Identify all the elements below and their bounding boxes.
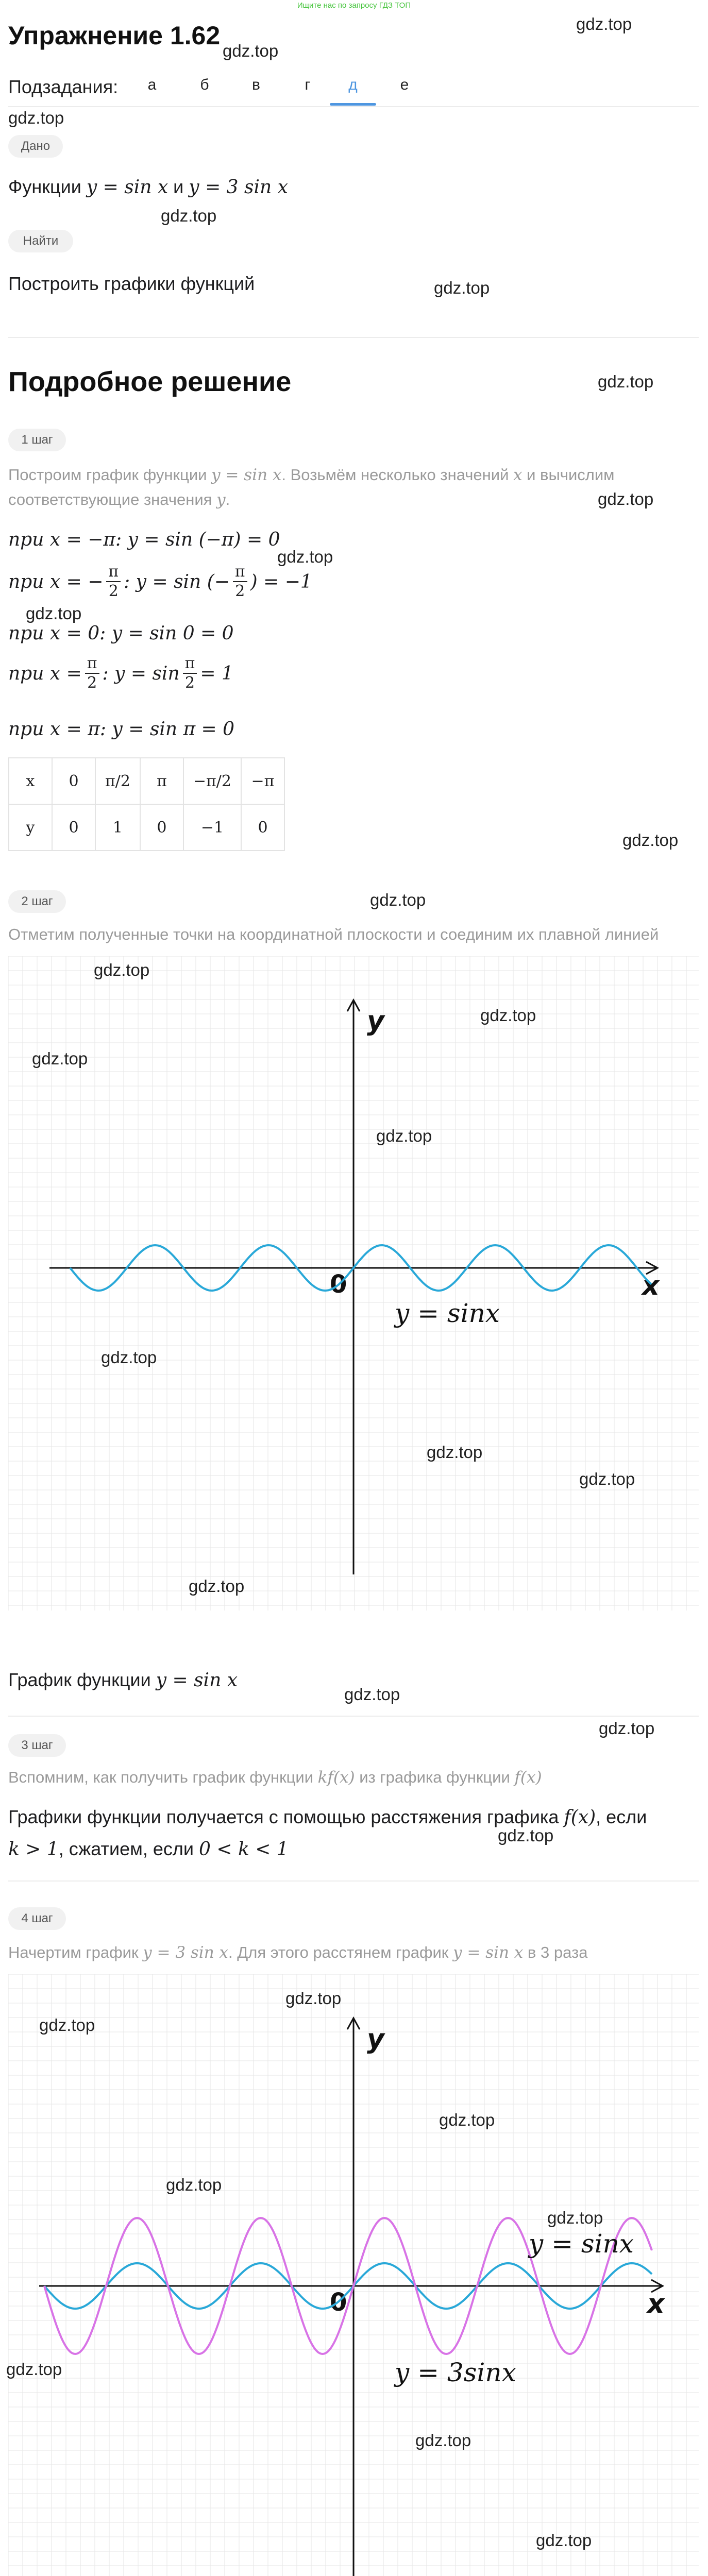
watermark: gdz.top [189,1577,245,1596]
subtasks-label: Подзадания: [8,76,119,97]
watermark: gdz.top [94,960,150,979]
curve-label-sin: y = sinx [395,1298,500,1328]
watermark: gdz.top [622,831,679,850]
watermark: gdz.top [8,108,64,127]
watermark: gdz.top [277,547,333,566]
given-pill: Дано [8,135,63,158]
table-cell: x [9,758,52,804]
table-cell: −π [241,758,284,804]
calc-line-pi-half: при x = $\frac{\pi}{2}$ : y = sin $\frac{\pi}{2}$ = 1 [8,654,233,692]
x-axis-label: x [647,2289,665,2319]
step2-text: Отметим полученные точки на координатной плоскости и соединим их плавной линией [8,925,659,943]
watermark: gdz.top [26,604,82,623]
find-pill: Найти [8,230,73,252]
watermark: gdz.top [547,2208,603,2227]
watermark: gdz.top [536,2531,592,2550]
subtask-tab-b[interactable]: б [200,76,209,93]
step1-pill: 1 шаг [8,429,66,451]
step3-rule: Графики функции получается с помощью расстяжения графика f(x), если [8,1806,647,1828]
table-row [9,804,284,851]
page-title: Упражнение 1.62 [8,21,221,50]
watermark: gdz.top [6,2360,62,2379]
watermark: gdz.top [598,489,654,509]
watermark: gdz.top [576,14,632,33]
watermark: gdz.top [285,1989,342,2008]
divider [8,1716,699,1717]
watermark: gdz.top [161,206,217,225]
subtask-tab-d[interactable]: д [348,76,358,93]
table-cell: 0 [52,804,95,851]
watermark: gdz.top [427,1443,483,1462]
solution-title: Подробное решение [8,366,292,397]
watermark: gdz.top [599,1719,655,1738]
calc-line-minus-pi-half: при x = − $\frac{\pi}{2}$ : y = sin (− $\frac{\pi}{2}$ ) = −1 [8,563,312,600]
table-cell: 1 [95,804,140,851]
step1-intro: Построим график функции y = sin x. Возьмём несколько значений x и вычислим [8,466,615,484]
table-cell: π/2 [95,758,140,804]
step4-text: Начертим график y = 3 sin x. Для этого расстянем график y = sin x в 3 раза [8,1943,588,1962]
step2-caption: График функции y = sin x [8,1669,238,1691]
watermark: gdz.top [439,2110,495,2129]
values-table [8,757,285,851]
subtask-tab-a[interactable]: а [147,76,157,93]
watermark: gdz.top [498,1826,554,1845]
y-axis-label: y [367,1006,384,1037]
step4-pill: 4 шаг [8,1907,66,1930]
divider [8,1880,699,1882]
step2-pill: 2 шаг [8,890,66,913]
find-text: Построить графики функций [8,273,255,294]
top-note: Ищите нас по запросу ГДЗ ТОП [297,1,411,10]
table-cell: −π/2 [183,758,241,804]
graph-sin-3sin [8,1974,699,2576]
table-row [9,758,284,804]
watermark: gdz.top [101,1348,157,1367]
step1-intro-line2: соответствующие значения y. [8,490,230,509]
table-cell: −1 [183,804,241,851]
subtask-tab-e[interactable]: е [400,76,409,93]
watermark: gdz.top [376,1126,432,1145]
graph-sin [8,956,699,1611]
calc-line-minus-pi: при x = −π: y = sin (−π) = 0 [8,529,280,550]
step3-text: Вспомним, как получить график функции kf(x) из графика функции f(x) [8,1768,542,1787]
subtask-tab-v[interactable]: в [252,76,260,93]
x-axis-label: x [642,1270,660,1301]
subtask-tab-g[interactable]: г [305,76,311,93]
table-cell: 0 [241,804,284,851]
origin-label: 0 [330,1270,347,1299]
origin-label: 0 [330,2288,347,2317]
watermark: gdz.top [370,890,426,909]
calc-line-zero: при x = 0: y = sin 0 = 0 [8,623,234,644]
divider [8,337,699,338]
curve-label-sin: y = sinx [529,2229,634,2259]
watermark: gdz.top [32,1049,88,1068]
watermark: gdz.top [598,372,654,391]
given-text: Функции y = sin x и y = 3 sin x [8,176,288,198]
watermark: gdz.top [223,41,279,60]
watermark: gdz.top [434,278,490,297]
table-cell: 0 [52,758,95,804]
watermark: gdz.top [480,1006,536,1025]
y-axis-label: y [367,2024,384,2055]
step3-rule-line2: k > 1, сжатием, если 0 < k < 1 [8,1838,289,1860]
step3-pill: 3 шаг [8,1734,66,1757]
curve-label-3sin: y = 3sinx [395,2358,516,2387]
table-cell: 0 [140,804,183,851]
watermark: gdz.top [344,1685,400,1704]
table-cell: y [9,804,52,851]
watermark: gdz.top [415,2431,471,2450]
table-cell: π [140,758,183,804]
divider [8,106,699,107]
watermark: gdz.top [579,1469,635,1488]
active-tab-indicator [330,103,376,106]
watermark: gdz.top [39,2015,95,2035]
watermark: gdz.top [166,2175,222,2194]
calc-line-pi: при x = π: y = sin π = 0 [8,719,235,740]
